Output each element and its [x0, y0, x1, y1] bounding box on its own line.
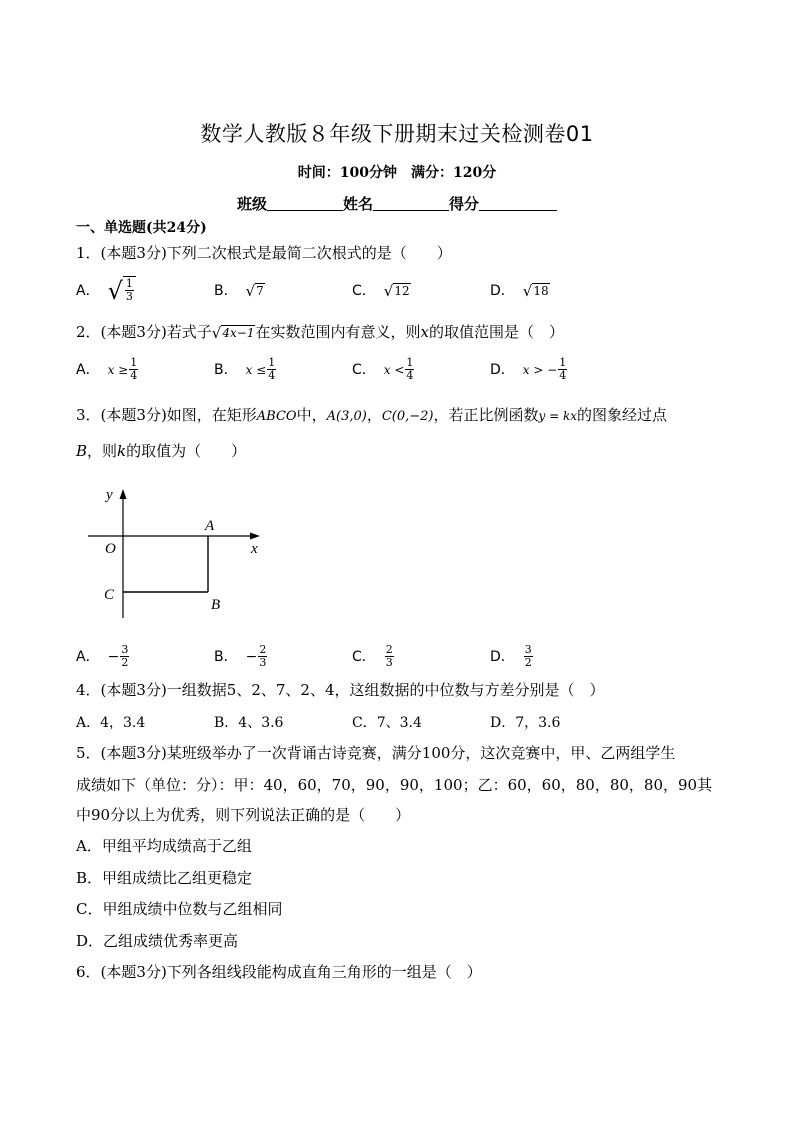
- point-a-label: A: [205, 518, 215, 534]
- page-title: 数学人教版８年级下册期末过关检测卷01: [200, 122, 594, 146]
- question-6-stem: 6．(本题3分)下列各组线段能构成直角三角形的一组是（ ）: [76, 963, 482, 981]
- q2-option-c[interactable]: C． x < $\frac{1}{4}$: [352, 356, 414, 382]
- q3-option-a[interactable]: A． − $\frac{3}{2}$: [76, 643, 129, 669]
- name-label: 姓名: [342, 195, 373, 213]
- q5-option-a[interactable]: A．甲组平均成绩高于乙组: [76, 837, 252, 855]
- question-2-stem: 2．(本题3分)若式子 √ 4x−1 在实数范围内有意义，则x的取值范围是（ ）: [76, 323, 564, 342]
- q1-option-c[interactable]: C． √ 12: [352, 282, 410, 300]
- q4-option-a[interactable]: A．4，3.4: [76, 715, 146, 731]
- rectangle-coordinate-figure: [82, 482, 272, 622]
- sqrt-fraction: √ $\frac{1}{3}$: [108, 276, 136, 306]
- q5-option-b[interactable]: B．甲组成绩比乙组更稳定: [76, 869, 253, 887]
- question-3-stem-line1: 3．(本题3分)如图，在矩形ABCO中，A(3,0)，C(0,−2)，若正比例函数y = kx的图象经过点: [76, 406, 668, 424]
- q1-option-d[interactable]: D． √ 18: [490, 282, 549, 300]
- question-3-stem-line2: B，则k的取值为（ ）: [76, 442, 247, 460]
- section-heading: 一、单选题(共24分): [76, 220, 207, 236]
- exam-time-info: 时间：100分钟 满分：120分: [297, 165, 497, 181]
- x-axis-arrow: [250, 533, 260, 540]
- q3-option-d[interactable]: D． $\frac{3}{2}$: [490, 643, 532, 669]
- class-blank[interactable]: [267, 196, 343, 211]
- score-blank[interactable]: [479, 196, 557, 211]
- question-5-stem-line1: 5．(本题3分)某班级举办了一次背诵古诗竞赛，满分100分，这次竞赛中，甲、乙两组学生: [76, 744, 676, 762]
- origin-label: O: [105, 541, 116, 557]
- q2-option-a[interactable]: A． x ≥ $\frac{1}{4}$: [76, 356, 138, 382]
- q5-option-c[interactable]: C．甲组成绩中位数与乙组相同: [76, 900, 283, 918]
- q4-option-c[interactable]: C．7、3.4: [352, 715, 422, 731]
- score-label: 得分: [449, 195, 480, 213]
- q1-option-b[interactable]: B． √ 7: [214, 282, 264, 300]
- q3-option-b[interactable]: B． − $\frac{2}{3}$: [214, 643, 267, 669]
- q5-option-d[interactable]: D．乙组成绩优秀率更高: [76, 932, 239, 950]
- question-1-stem: 1．(本题3分)下列二次根式是最简二次根式的是（ ）: [76, 244, 452, 262]
- q2-option-b[interactable]: B． x ≤ $\frac{1}{4}$: [214, 356, 276, 382]
- point-b-label: B: [211, 597, 221, 613]
- name-blank[interactable]: [373, 196, 449, 211]
- q2-option-d[interactable]: D． x > − $\frac{1}{4}$: [490, 356, 567, 382]
- q4-option-d[interactable]: D．7，3.6: [490, 715, 561, 731]
- y-axis-arrow: [120, 489, 127, 499]
- question-5-stem-line3: 中90分以上为优秀，则下列说法正确的是（ ）: [76, 806, 411, 824]
- class-label: 班级: [236, 195, 267, 213]
- question-5-stem-line2: 成绩如下（单位：分）：甲：40，60，70，90，90，100；乙：60，60，80，80，80，90其: [76, 776, 713, 794]
- q4-option-b[interactable]: B．4、3.6: [214, 715, 284, 731]
- q1-option-a[interactable]: A． √ $\frac{1}{3}$: [76, 276, 136, 306]
- student-info-line: [0, 193, 794, 214]
- point-c-label: C: [104, 587, 115, 603]
- y-axis-label: y: [106, 487, 113, 503]
- q3-option-c[interactable]: C． $\frac{2}{3}$: [352, 643, 393, 669]
- x-axis-label: x: [251, 541, 258, 557]
- question-4-stem: 4．(本题3分)一组数据5、2、7、2、4，这组数据的中位数与方差分别是（ ）: [76, 681, 605, 699]
